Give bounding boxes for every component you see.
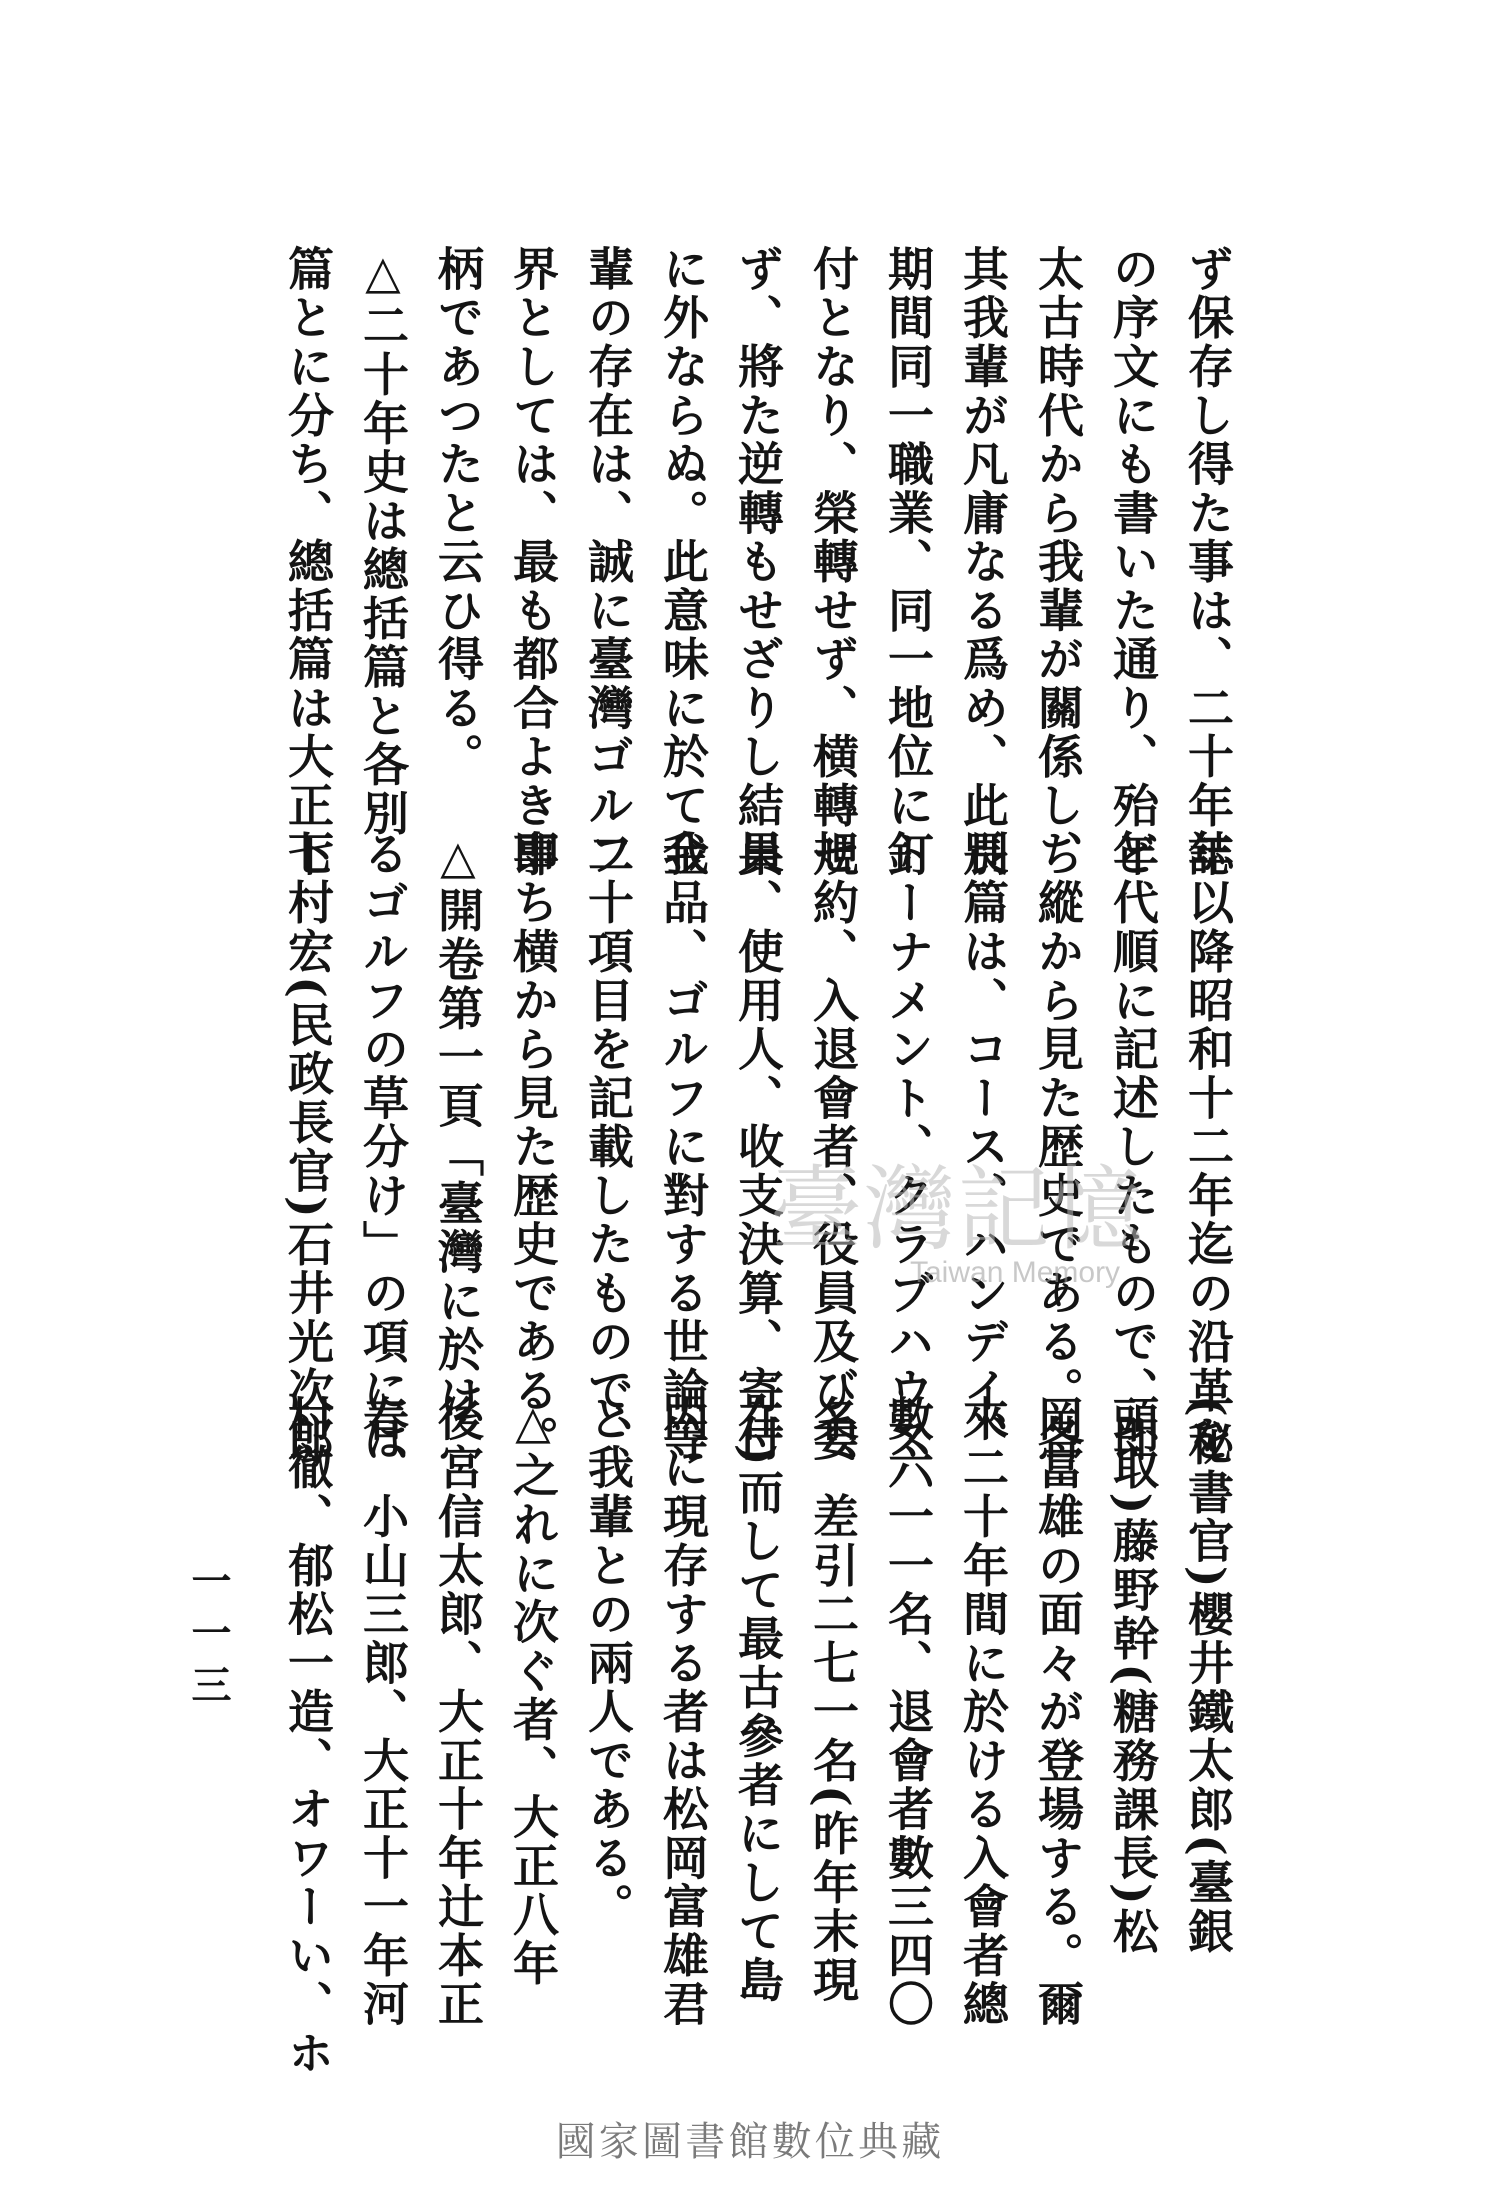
text-column: 岡富雄の面々が登場する。爾 [1031,1395,1085,2029]
text-column: 在)而して最古參者にして島 [731,1395,785,2005]
page-number: 一一三 [185,1560,232,1716]
text-column: 年以降昭和十二年迄の沿革を [1181,830,1235,1464]
text-column: 名、差引二七一名(昨年末現 [806,1395,860,2005]
watermark-text: 臺灣記憶 [770,1156,1146,1263]
watermark-logo [770,1156,1220,1290]
text-column: (秘書官)櫻井鐵太郎(臺銀 [1181,1395,1235,1957]
text-column: 來二十年間に於ける入會者總 [956,1395,1010,2029]
text-column: ず、將た逆轉もせざりし結果 [731,245,785,879]
text-column: の序文にも書いた通り、殆ど [1106,245,1160,879]
watermark-subtext: Taiwan Memory [910,1256,1121,1289]
text-column: ち縱から見た歴史である。各 [1031,830,1085,1464]
text-column: 輩の存在は、誠に臺灣ゴルフ [581,245,635,879]
text-column: 員、使用人、收支決算、寄付 [731,830,785,1464]
text-column: 太古時代から我輩が關係し、 [1031,245,1085,879]
text-column: ず保存し得た事は、二十年誌 [1181,245,1235,879]
footer-caption: 國家圖書館數位典藏 [555,2119,945,2165]
text-column: るゴルフの草分け」の項には [356,830,410,1464]
text-column: 後宮信太郎、大正十年辻本正 [431,1395,485,2029]
text-column: 即ち横から見た歴史である。 [506,830,560,1464]
text-column: 村徹、郁松一造、オワーい、ホ [281,1395,335,2078]
text-column: △開卷第一頁「臺灣に於け [431,830,485,1424]
text-column: 下村宏(民政長官)石井光次郎 [281,830,335,1465]
text-column: 規約、入退會者、役員及び委 [806,830,860,1464]
text-column: 數六一一名、退會者數三四〇 [881,1395,935,2029]
text-column: 春、小山三郎、大正十一年河 [356,1395,410,2029]
text-column: 別篇は、コース、ハンデイ、 [956,830,1010,1464]
text-column: △二十年史は總括篇と各別 [356,245,410,839]
text-column: 二十項目を記載したもので、 [581,830,635,1464]
top-text-block [215,245,1245,879]
text-column: に外ならぬ。此意味に於て我 [656,245,710,879]
text-column: 金品、ゴルフに對する世論等 [656,830,710,1464]
text-column: 期間同一職業、同一地位に釘 [881,245,935,879]
text-column: と我輩との兩人である。 [581,1395,635,1932]
text-column: 柄であつたと云ひ得る。 [431,245,485,782]
text-column: 頭取)藤野幹(糖務課長)松 [1106,1395,1160,1957]
text-column: 篇とに分ち、總括篇は大正七 [281,245,335,879]
text-column: △之れに次ぐ者、大正八年 [506,1395,560,1989]
text-column: 内に現存する者は松岡富雄君 [656,1395,710,2029]
text-column: 其我輩が凡庸なる爲め、此長 [956,245,1010,879]
text-column: 付となり、榮轉せず、横轉せ [806,245,860,879]
bottom-text-block [215,1395,1245,2078]
text-column: 年代順に記述したもので、即 [1106,830,1160,1464]
text-column: トーナメント、クラブハウス [881,830,935,1464]
text-column: 界としては、最も都合よき事 [506,245,560,879]
